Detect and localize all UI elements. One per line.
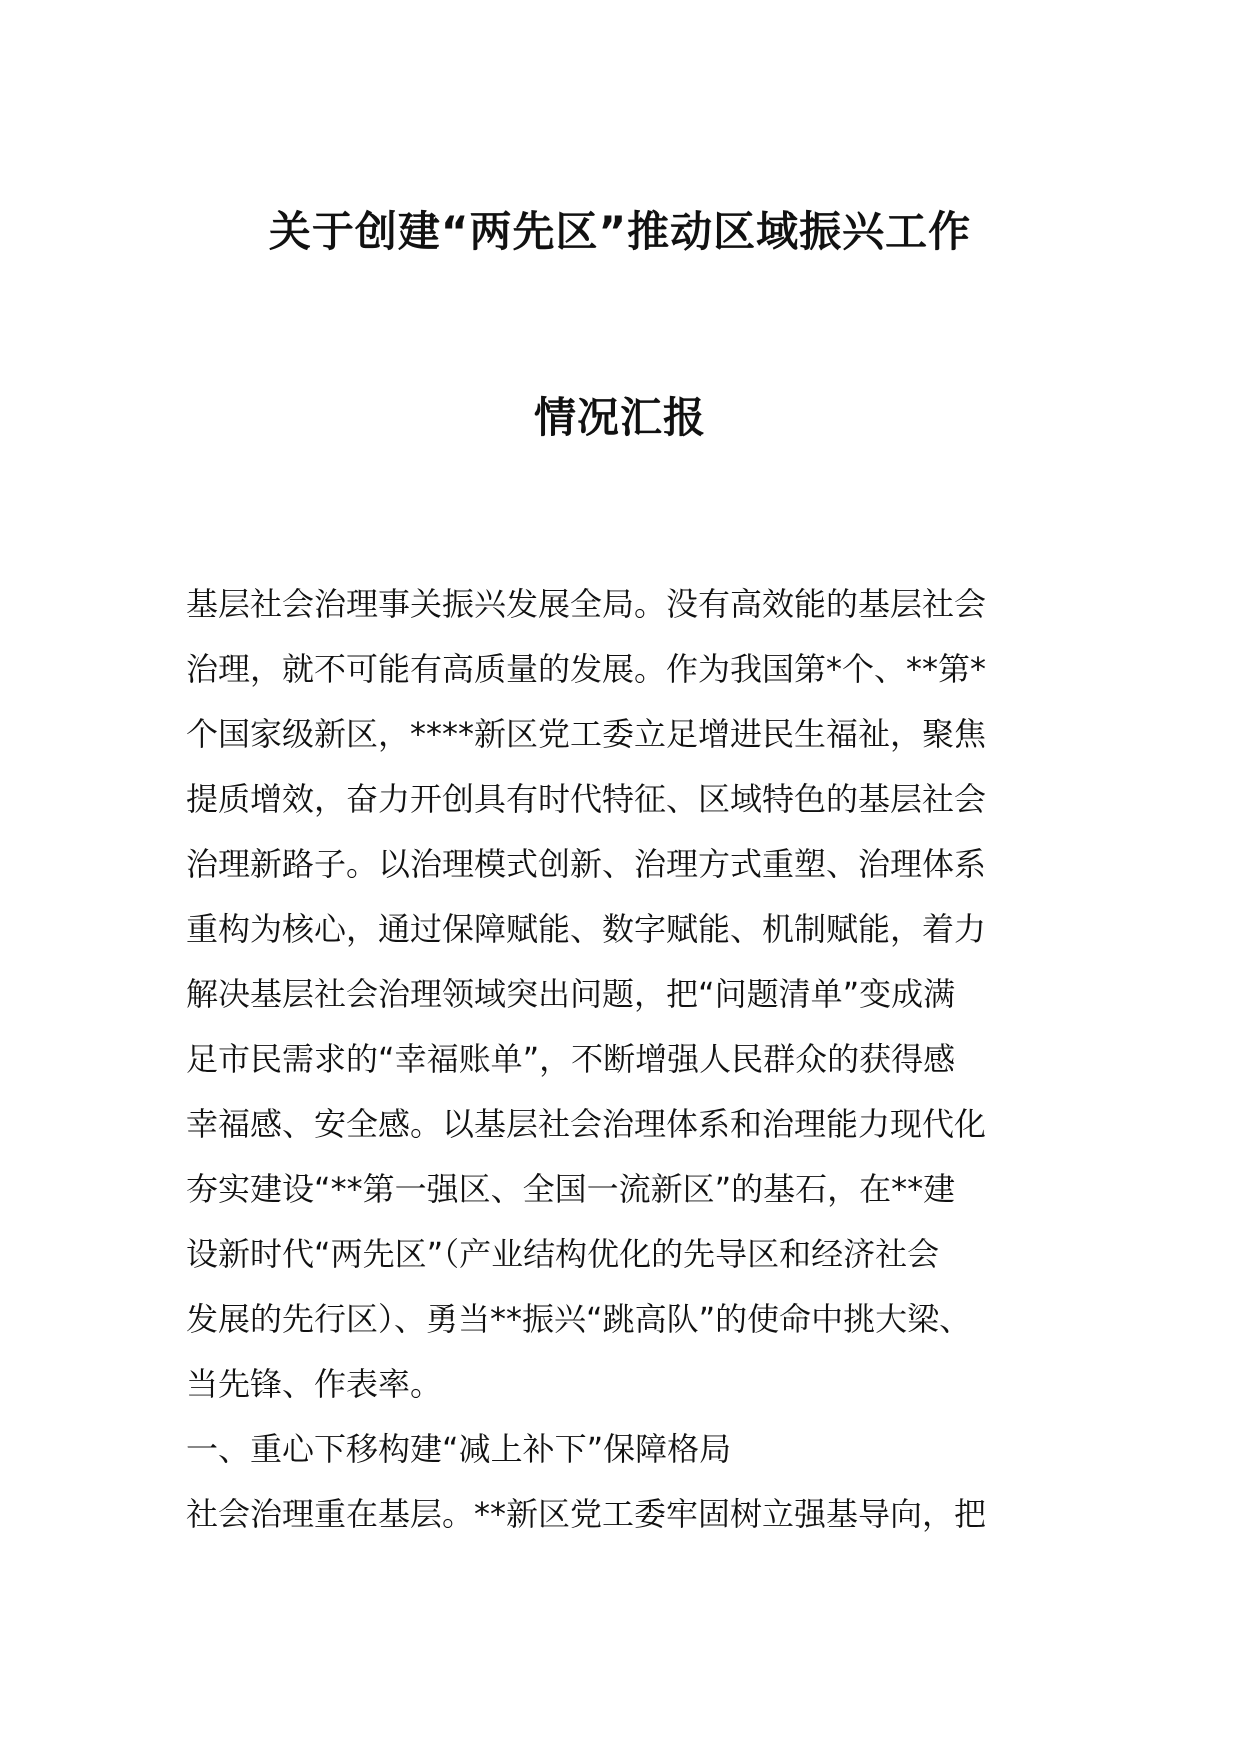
section-heading: 一、重心下移构建“减上补下”保障格局 [186, 1430, 732, 1468]
document-title-line-2: 情况汇报 [533, 393, 706, 442]
body-line: 设新时代“两先区”（产业结构优化的先导区和经济社会 [186, 1235, 940, 1273]
document-title-line-1: 关于创建“两先区”推动区域振兴工作 [268, 207, 972, 256]
body-line: 重构为核心，通过保障赋能、数字赋能、机制赋能，着力 [186, 910, 987, 948]
body-line: 提质增效，奋力开创具有时代特征、区域特色的基层社会 [186, 780, 987, 818]
body-line: 解决基层社会治理领域突出问题，把“问题清单”变成满 [186, 975, 956, 1013]
body-line: 社会治理重在基层。**新区党工委牢固树立强基导向，把 [186, 1495, 987, 1533]
body-line: 夯实建设“**第一强区、全国一流新区”的基石，在**建 [186, 1170, 956, 1208]
body-line: 发展的先行区）、勇当**振兴“跳高队”的使命中挑大梁、 [186, 1300, 972, 1338]
document-body [186, 572, 1066, 1547]
body-line: 幸福感、安全感。以基层社会治理体系和治理能力现代化 [186, 1105, 987, 1143]
body-line: 当先锋、作表率。 [186, 1365, 443, 1403]
body-line: 足市民需求的“幸福账单”，不断增强人民群众的获得感 [186, 1040, 956, 1078]
body-line: 治理新路子。以治理模式创新、治理方式重塑、治理体系 [186, 845, 987, 883]
body-line: 治理，就不可能有高质量的发展。作为我国第*个、**第* [186, 650, 987, 688]
body-line: 个国家级新区，****新区党工委立足增进民生福祉，聚焦 [186, 715, 987, 753]
body-line: 基层社会治理事关振兴发展全局。没有高效能的基层社会 [186, 585, 987, 623]
